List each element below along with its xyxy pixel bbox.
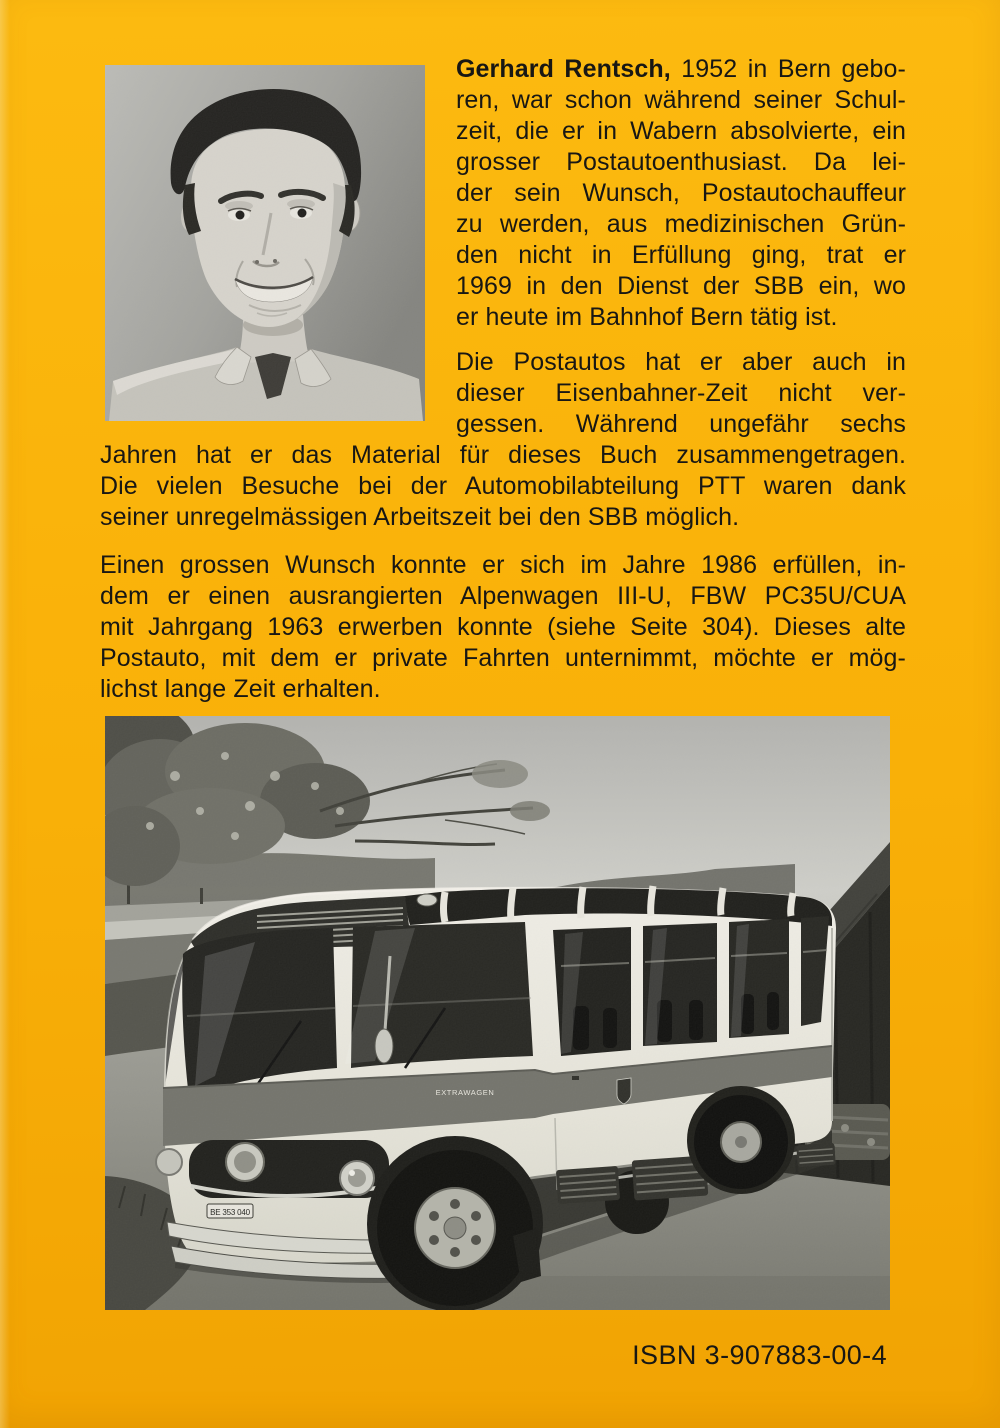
text-line: zeit, die er in Wabern absolvierte, ein <box>456 117 906 145</box>
photo-grain <box>105 716 890 1310</box>
text-line: Die vielen Besuche bei der Automobilabteilung PTT waren dank <box>100 472 906 500</box>
text-line: seiner unregelmässigen Arbeitszeit bei den SBB möglich. <box>100 503 740 531</box>
bio-paragraph-2-beside-photo <box>456 347 906 440</box>
text-line: mit Jahrgang 1963 erwerben konnte (siehe Seite 304). Dieses alte <box>100 613 906 641</box>
text-line: Postauto, mit dem er private Fahrten unternimmt, möchte er mög- <box>100 644 906 672</box>
text-line: lichst lange Zeit erhalten. <box>100 675 381 703</box>
postbus-photo <box>105 716 890 1310</box>
text-line: dem er einen ausrangierten Alpenwagen III-U, FBW PC35U/CUA <box>100 582 906 610</box>
text-line: Einen grossen Wunsch konnte er sich im Jahre 1986 erfüllen, in- <box>100 551 906 579</box>
bio-paragraph-1 <box>100 54 906 333</box>
text-line: zu werden, aus medizinischen Grün- <box>456 210 906 238</box>
text-line: ren, war schon während seiner Schul- <box>456 86 906 114</box>
isbn-text: ISBN 3-907883-00-4 <box>632 1340 887 1370</box>
bio-paragraph-2-full-width <box>100 440 906 533</box>
text-line: der sein Wunsch, Postautochauffeur <box>456 179 906 207</box>
text-line: 1969 in den Dienst der SBB ein, wo <box>456 272 906 300</box>
text-line: gessen. Während ungefähr sechs <box>456 410 906 438</box>
text-line: Die Postautos hat er aber auch in <box>456 348 906 376</box>
text-line: er heute im Bahnhof Bern tätig ist. <box>456 303 838 331</box>
text-line: Jahren hat er das Material für dieses Buch zusammengetragen. <box>100 441 906 469</box>
license-plate-number: BE 353 040 <box>210 1208 250 1217</box>
text-line: dieser Eisenbahner-Zeit nicht ver- <box>456 379 906 407</box>
bio-p1-first-line <box>456 54 906 85</box>
author-name: Gerhard Rentsch, <box>456 55 671 83</box>
author-biography <box>100 54 906 705</box>
bio-p1-lines <box>456 85 906 333</box>
page-edge-highlight <box>0 0 10 1428</box>
text-line: grosser Postautoenthusiast. Da lei- <box>456 148 906 176</box>
text-line: den nicht in Erfüllung ging, trat er <box>456 241 906 269</box>
bio-paragraph-3 <box>100 550 906 705</box>
extrawagen-side-label: EXTRAWAGEN <box>435 1088 495 1097</box>
bio-p1-first-line-rest: 1952 in Bern gebo- <box>681 55 906 83</box>
